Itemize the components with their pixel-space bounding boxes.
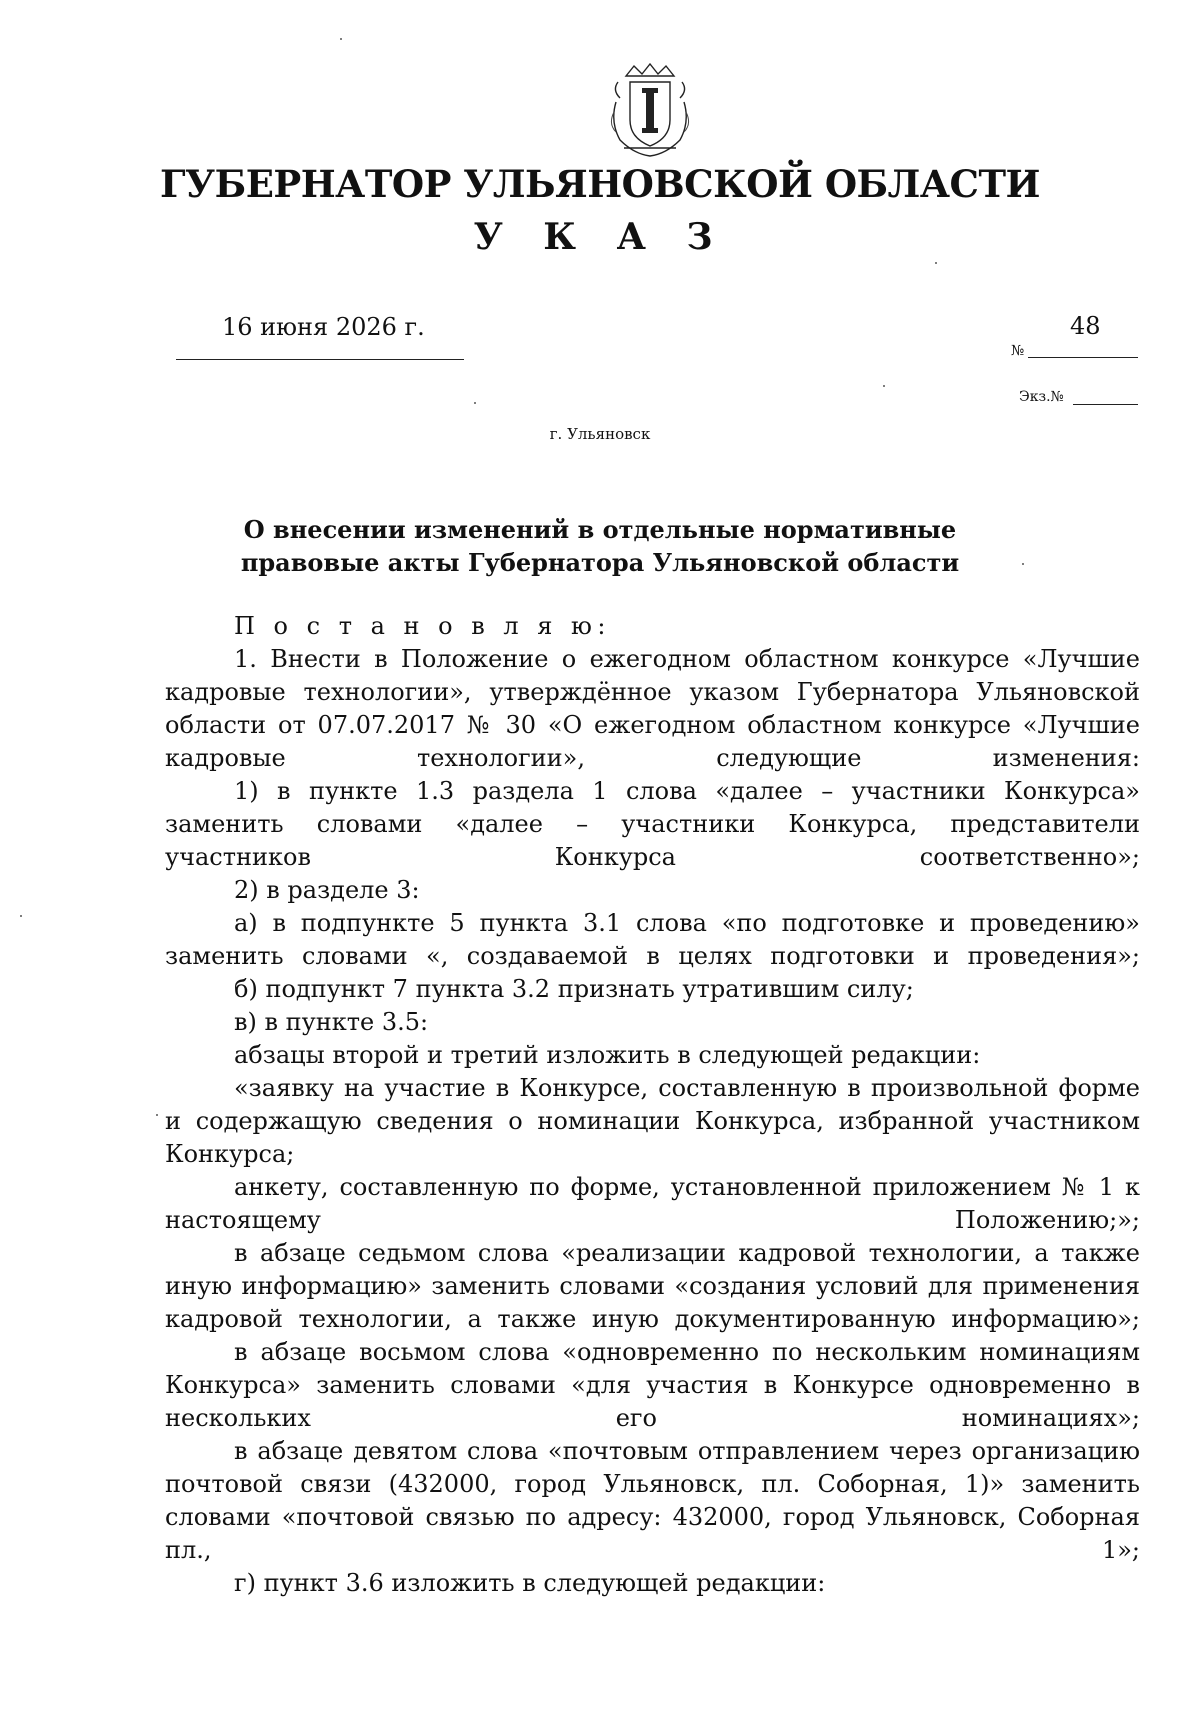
copy-number-label: Экз.№ xyxy=(1019,389,1064,405)
number-sign: № xyxy=(1011,343,1025,359)
title-line: правовые акты Губернатора Ульяновской области xyxy=(240,548,960,577)
body-paragraph: 1) в пункте 1.3 раздела 1 слова «далее – участники Конкурса» заменить словами «далее – участники Конкурса, представители участников Конкурса соответственно»; xyxy=(165,777,1140,871)
title-line: О внесении изменений в отдельные нормативные xyxy=(243,515,957,544)
body-paragraph: 1. Внести в Положение о ежегодном областном конкурсе «Лучшие кадровые технологии», утверждённое указом Губернатора Ульяновской области от 07.07.2017 № 30 «О ежегодном областном конкурсе «Лучшие кадровые технологии», следующие изменения: xyxy=(165,645,1140,772)
scan-speck xyxy=(20,915,22,917)
date-underline xyxy=(176,359,464,360)
body-paragraph: в) в пункте 3.5: xyxy=(234,1008,429,1036)
issue-city: г. Ульяновск xyxy=(549,425,651,443)
decree-body xyxy=(165,610,1140,1600)
body-paragraph: «заявку на участие в Конкурсе, составленную в произвольной форме и содержащую сведения о номинации Конкурса, избранной участником Конкурса; xyxy=(165,1074,1140,1168)
scan-speck xyxy=(156,1114,158,1116)
decree-date: 16 июня 2026 г. xyxy=(222,313,425,341)
body-paragraph: анкету, составленную по форме, установленной приложением № 1 к настоящему Положению;»; xyxy=(165,1173,1140,1234)
body-paragraph: абзацы второй и третий изложить в следующей редакции: xyxy=(234,1041,981,1069)
issuing-authority: ГУБЕРНАТОР УЛЬЯНОВСКОЙ ОБЛАСТИ xyxy=(160,162,1040,206)
body-paragraph: в абзаце девятом слова «почтовым отправлением через организацию почтовой связи (432000, город Ульяновск, пл. Соборная, 1)» заменить словами «почтовой связью по адресу: 432000, город Ульяновск, Соборная пл., 1»; xyxy=(165,1437,1140,1564)
decree-title xyxy=(240,513,960,579)
document-type: У К А З xyxy=(473,216,727,258)
scan-speck xyxy=(935,262,937,264)
copy-number-underline xyxy=(1073,404,1138,405)
body-paragraph: в абзаце седьмом слова «реализации кадровой технологии, а также иную информацию» заменить словами «создания условий для применения кадровой технологии, а также иную документированную информацию»; xyxy=(165,1239,1140,1333)
decree-number: 48 xyxy=(1070,312,1101,340)
decree-word: П о с т а н о в л я ю: xyxy=(234,612,612,640)
scan-speck xyxy=(474,402,476,404)
body-paragraph: 2) в разделе 3: xyxy=(234,876,420,904)
scan-speck xyxy=(1022,563,1024,565)
scan-speck xyxy=(883,385,885,387)
coat-of-arms-icon xyxy=(606,62,694,158)
body-paragraph: б) подпункт 7 пункта 3.2 признать утратившим силу; xyxy=(234,975,914,1003)
scan-speck xyxy=(340,38,342,40)
body-paragraph: г) пункт 3.6 изложить в следующей редакции: xyxy=(234,1569,826,1597)
body-paragraph: а) в подпункте 5 пункта 3.1 слова «по подготовке и проведению» заменить словами «, создаваемой в целях подготовки и проведения»; xyxy=(165,909,1140,970)
body-paragraph: в абзаце восьмом слова «одновременно по нескольким номинациям Конкурса» заменить словами «для участия в Конкурсе одновременно в нескольких его номинациях»; xyxy=(165,1338,1140,1432)
number-underline xyxy=(1028,357,1138,358)
